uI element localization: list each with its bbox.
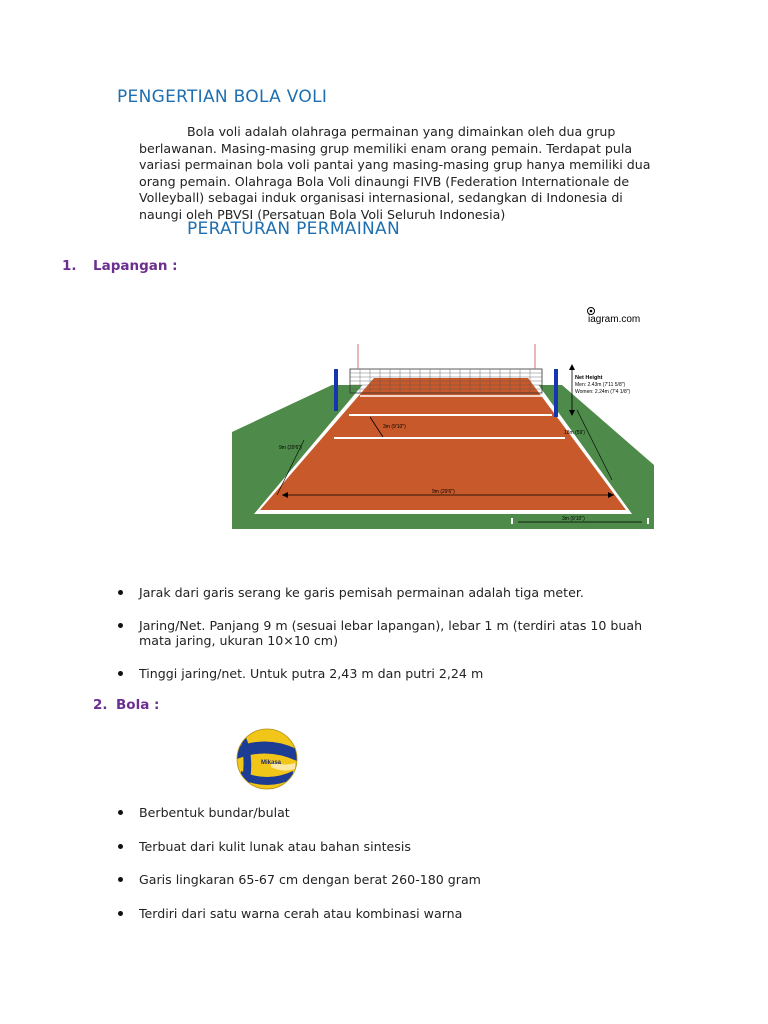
side-width-label: 9m (29'6") <box>279 445 302 451</box>
bullet-icon <box>118 911 123 916</box>
bullet-icon <box>118 623 123 628</box>
section1-bullets <box>118 585 678 681</box>
intro-line: berlawanan. Masing-masing grup memiliki enam orang pemain. Terdapat pula <box>139 140 633 156</box>
bullet-icon <box>118 671 123 676</box>
net-height-title: Net Height <box>575 375 603 381</box>
list-item: Jarak dari garis serang ke garis pemisah permainan adalah tiga meter. <box>118 585 678 601</box>
section2-label: Bola : <box>116 697 160 713</box>
net-height-women: Women: 2.24m (7'4 1/8") <box>575 389 631 395</box>
bullet-icon <box>118 810 123 815</box>
intro-line: Bola voli adalah olahraga permainan yang dimainkan oleh dua grup <box>187 124 616 139</box>
section2-number: 2. <box>93 697 108 713</box>
court-length-label: 18m (59') <box>564 430 585 436</box>
end-width-label: 9m (29'6") <box>432 489 455 495</box>
volleyball-image <box>231 727 303 791</box>
intro-line: Volleyball) sebagai induk organisasi internasional, sedangkan di Indonesia di <box>139 190 623 205</box>
rules-heading: PERATURAN PERMAINAN <box>187 219 401 239</box>
list-item: Berbentuk bundar/bulat <box>118 805 678 821</box>
watermark-text: iagram.com <box>588 314 641 325</box>
watermark <box>588 308 641 326</box>
net-post-right <box>554 369 558 417</box>
list-item: Garis lingkaran 65-67 cm dengan berat 260-180 gram <box>118 872 678 888</box>
bullet-icon <box>118 590 123 595</box>
bullet-icon <box>118 877 123 882</box>
intro-line: variasi permainan bola voli pantai yang masing-masing grup hanya memiliki dua <box>139 157 651 172</box>
net-post-left <box>334 369 338 411</box>
section1-number: 1. <box>62 258 77 274</box>
list-item: Tinggi jaring/net. Untuk putra 2,43 m dan putri 2,24 m <box>118 666 678 682</box>
section1-label: Lapangan : <box>93 258 178 274</box>
attack-line-label: 3m (9'10") <box>383 424 406 430</box>
intro-line: naungi oleh PBVSI (Persatuan Bola Voli Seluruh Indonesia) <box>139 206 506 222</box>
court-diagram <box>232 300 654 532</box>
intro-line: orang pemain. Olahraga Bola Voli dinaungi FIVB (Federation Internationale de <box>139 173 630 189</box>
list-item: Terbuat dari kulit lunak atau bahan sintesis <box>118 839 678 855</box>
intro-paragraph <box>139 124 699 223</box>
bullet-icon <box>118 844 123 849</box>
list-item: Terdiri dari satu warna cerah atau kombinasi warna <box>118 906 678 922</box>
service-zone-label: 3m (9'10") <box>562 516 585 522</box>
page-title: PENGERTIAN BOLA VOLI <box>117 87 328 107</box>
list-item: Jaring/Net. Panjang 9 m (sesuai lebar lapangan), lebar 1 m (terdiri atas 10 buah mata jaring, ukuran 10×10 cm) <box>118 618 678 649</box>
section2-bullets <box>118 805 678 921</box>
ball-brand: Mikasa <box>261 760 282 766</box>
net-height-men: Men: 2.43m (7'11 5/8") <box>575 382 626 388</box>
